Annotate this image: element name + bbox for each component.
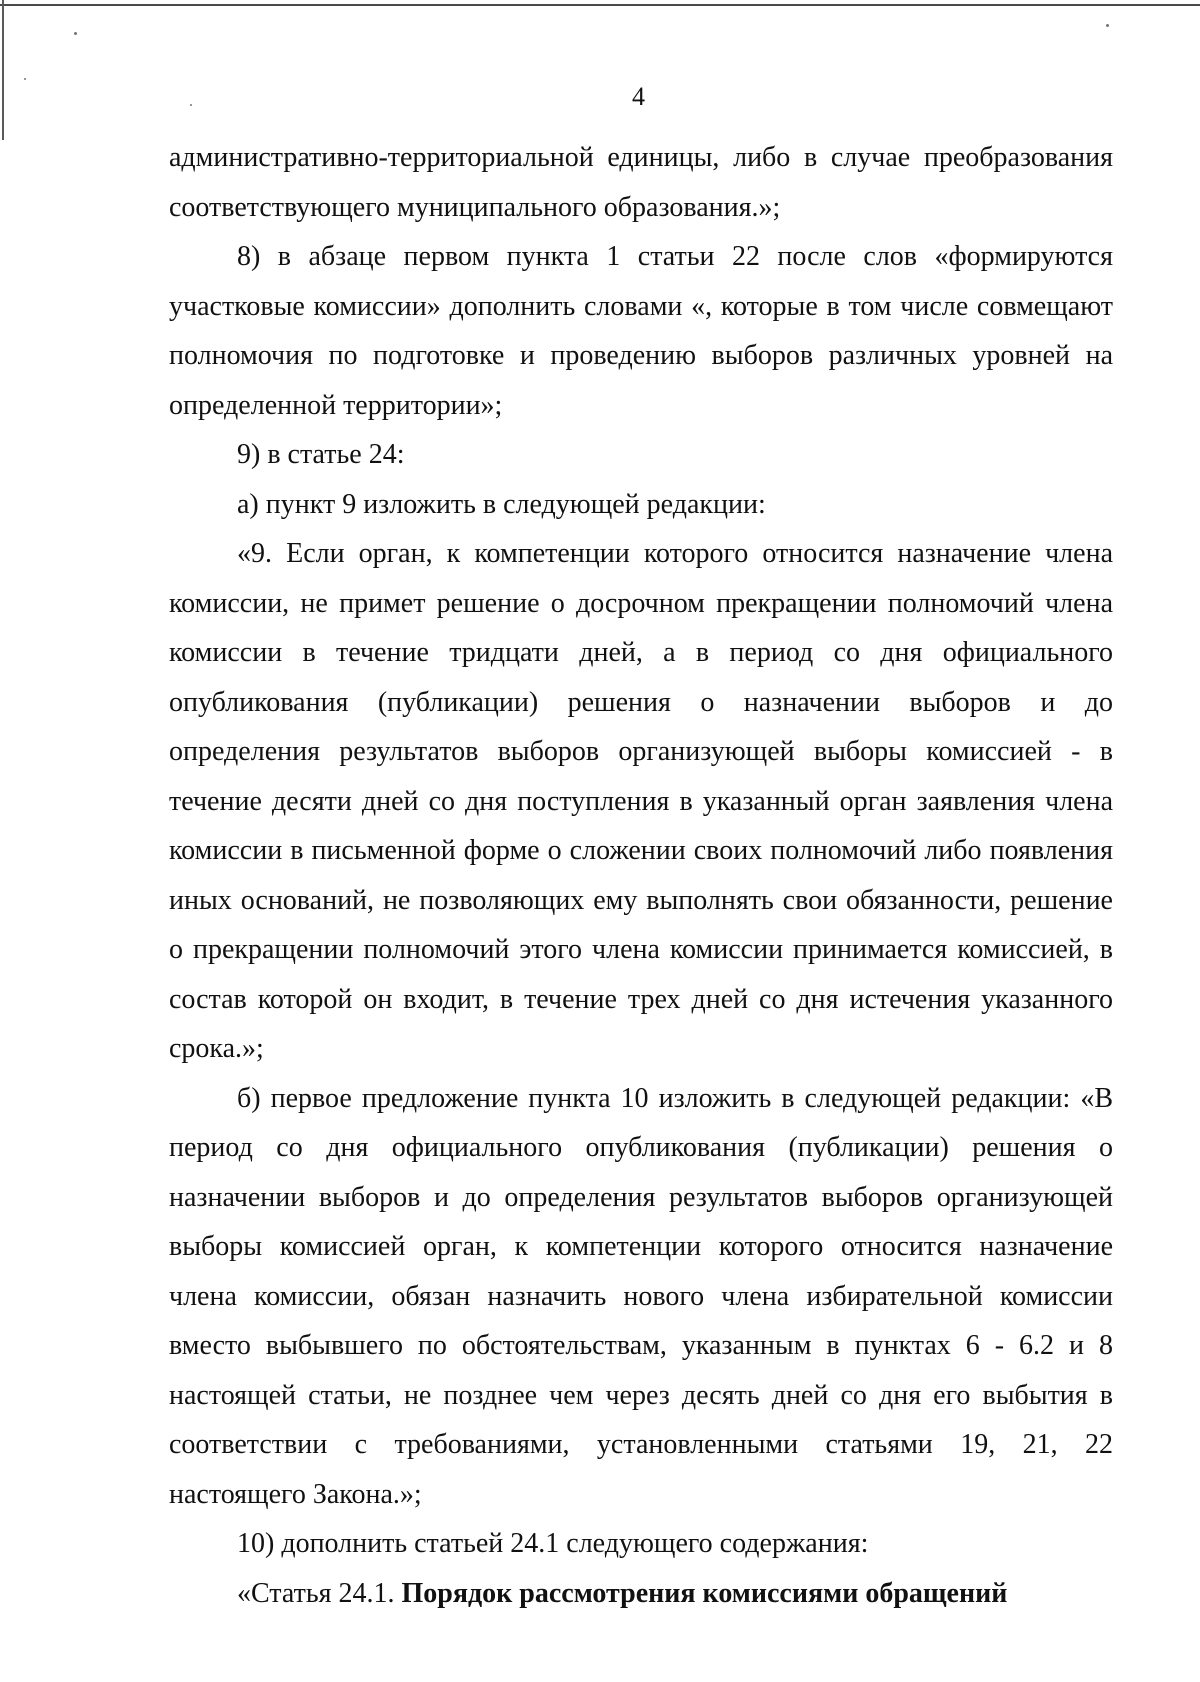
paragraph: административно-территориальной единицы, либо в случае преобразования соответствующего муниципального образования.»; xyxy=(169,142,1113,223)
scan-border-top xyxy=(0,4,1200,6)
page-number: 4 xyxy=(632,82,645,111)
paragraph: а) пункт 9 изложить в следующей редакции: xyxy=(237,488,766,520)
scan-speck xyxy=(24,78,26,80)
document-body xyxy=(169,133,1113,1618)
scan-speck xyxy=(74,32,77,35)
scan-speck xyxy=(1106,24,1109,27)
scan-border-left xyxy=(2,0,4,140)
paragraph: «9. Если орган, к компетенции которого относится назначение члена комиссии, не примет решение о досрочном прекращении полномочий члена комиссии в течение тридцати дней, а в период со дня официального опубликования (публикации) решения о назначении выборов и до определения результатов выборов организующей выборы комиссией - в течение десяти дней со дня поступления в указанный орган заявления члена комиссии в письменной форме о сложении своих полномочий либо появления иных оснований, не позволяющих ему выполнять свои обязанности, решение о прекращении полномочий этого члена комиссии принимается комиссией, в состав которой он входит, в течение трех дней со дня истечения указанного срока.»; xyxy=(169,538,1113,1064)
article-heading xyxy=(169,1569,1113,1619)
paragraph: б) первое предложение пункта 10 изложить в следующей редакции: «В период со дня официального опубликования (публикации) решения о назначении выборов и до определения результатов выборов организующей выборы комиссией орган, к компетенции которого относится назначение члена комиссии, обязан назначить нового члена избирательной комиссии вместо выбывшего по обстоятельствам, указанным в пунктах 6 - 6.2 и 8 настоящей статьи, не позднее чем через десять дней со дня его выбытия в соответствии с требованиями, установленными статьями 19, 21, 22 настоящего Закона.»; xyxy=(169,1082,1113,1510)
article-heading-title: Порядок рассмотрения комиссиями обращений xyxy=(401,1577,1008,1609)
article-heading-prefix: «Статья 24.1. xyxy=(237,1577,402,1609)
paragraph: 10) дополнить статьей 24.1 следующего содержания: xyxy=(237,1528,869,1559)
paragraph: 8) в абзаце первом пункта 1 статьи 22 после слов «формируются участковые комиссии» дополнить словами «, которые в том числе совмещают полномочия по подготовке и проведению выборов различных уровней на определенной территории»; xyxy=(169,241,1113,421)
paragraph: 9) в статье 24: xyxy=(237,439,405,470)
